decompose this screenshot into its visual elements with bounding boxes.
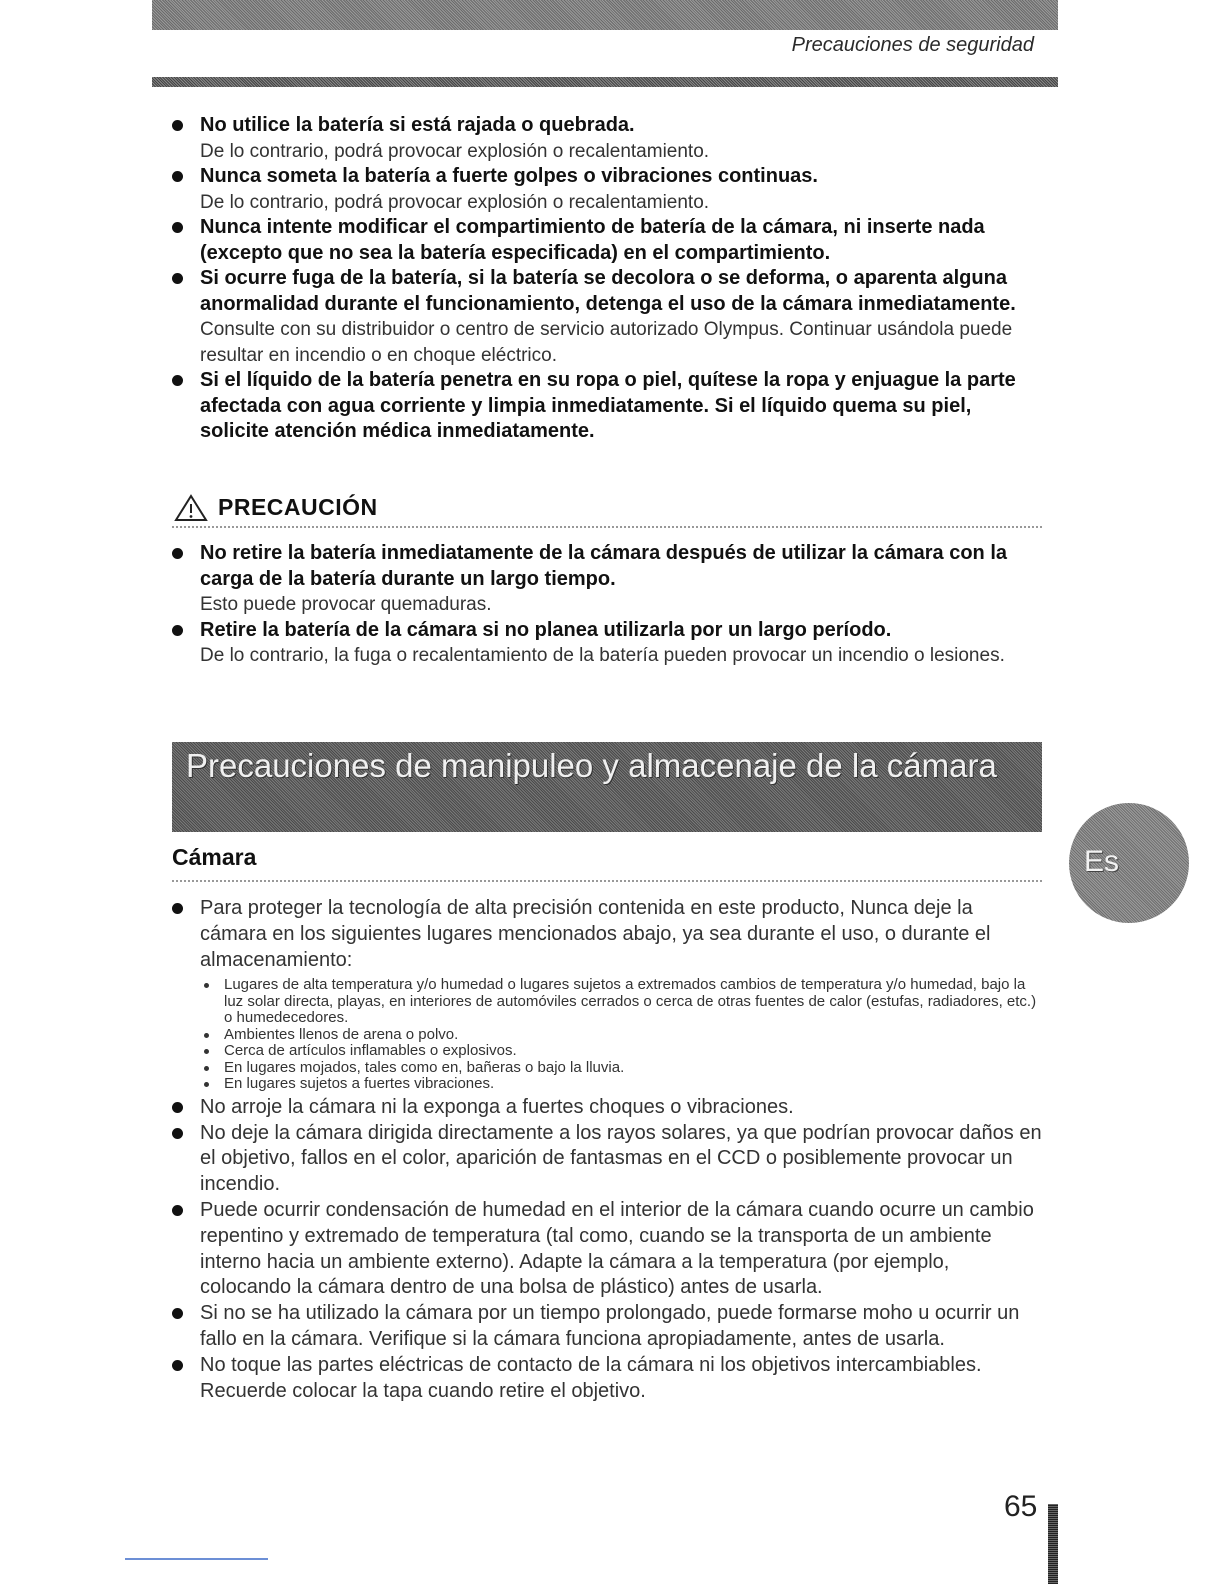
subsection-title: Cámara [172,844,257,870]
page-edge-tab [1048,1504,1058,1584]
caution-title: PRECAUCIÓN [218,494,378,520]
place-item: En lugares sujetos a fuertes vibraciones. [200,1076,1042,1093]
list-item [172,368,1042,445]
list-item [172,266,1042,368]
care-text: No deje la cámara dirigida directamente a los rayos solares, ya que podrían provocar daños en el objetivo, fallos en el color, aparición de fantasmas en el CCD o posiblemente provocar un incendio. [200,1121,1042,1196]
places-list [200,977,1042,1093]
footer-rule [125,1558,268,1560]
running-header-title: Precauciones de seguridad [791,34,1034,56]
camera-care-list [172,896,1042,1404]
page-number: 65 [1004,1490,1038,1523]
warning-heading: Nunca someta la batería a fuerte golpes o vibraciones continuas. [200,165,818,187]
list-item [172,164,1042,215]
place-item: Lugares de alta temperatura y/o humedad o lugares sujetos a extremados cambios de temperatura y/o humedad, bajo la luz solar directa, playas, en interiores de automóviles cerrados o cerca de otras fuentes de calor (estufas, radiadores, etc.) o humedecedores. [200,977,1042,1027]
warning-text: De lo contrario, podrá provocar explosión o recalentamiento. [200,140,710,162]
warning-heading: Si ocurre fuga de la batería, si la batería se decolora o se deforma, o aparenta alguna anormalidad durante el funcionamiento, detenga el uso de la cámara inmediatamente. [200,267,1016,315]
list-item [172,1095,1042,1121]
section-title: Precauciones de manipuleo y almacenaje de la cámara [186,747,997,784]
place-item: En lugares mojados, tales como en, bañeras o bajo la lluvia. [200,1060,1042,1077]
caution-item-text: Esto puede provocar quemaduras. [200,594,492,615]
warning-triangle-icon [174,494,208,522]
list-item [172,113,1042,164]
language-label: Es [1084,845,1120,878]
list-item [172,1198,1042,1301]
list-item [172,1301,1042,1353]
battery-warning-list [172,113,1042,445]
list-item [172,541,1042,618]
list-item [172,1353,1042,1405]
warning-heading: Si el líquido de la batería penetra en su ropa o piel, quítese la ropa y enjuague la parte afectada con agua corriente y limpia inmediatamente. Si el líquido quema su piel, solicite atención médica inmediatamente. [200,369,1016,442]
caution-item-heading: Retire la batería de la cámara si no planea utilizarla por un largo período. [200,618,892,641]
header-rule [152,77,1058,87]
place-item: Ambientes llenos de arena o polvo. [200,1027,1042,1044]
subsection-heading [172,844,1042,882]
list-item [172,1121,1042,1198]
caution-item-heading: No retire la batería inmediatamente de la cámara después de utilizar la cámara con la carga de la batería durante un largo tiempo. [200,542,1008,590]
caution-item-text: De lo contrario, la fuga o recalentamiento de la batería pueden provocar un incendio o lesiones. [200,645,1005,666]
list-item [172,618,1042,669]
care-text: Si no se ha utilizado la cámara por un tiempo prolongado, puede formarse moho u ocurrir un fallo en la cámara. Verifique si la cámara funciona apropiadamente, antes de usarla. [200,1302,1020,1351]
header-bar [152,0,1058,30]
warning-text: Consulte con su distribuidor o centro de servicio autorizado Olympus. Continuar usándola puede resultar en incendio o en choque eléctrico. [200,319,1013,366]
warning-heading: No utilice la batería si está rajada o quebrada. [200,114,635,136]
warning-text: De lo contrario, podrá provocar explosión o recalentamiento. [200,191,710,213]
care-text: Puede ocurrir condensación de humedad en el interior de la cámara cuando ocurre un cambio repentino y extremado de temperatura (tal como, cuando se la transporta de un ambiente interno hacia un ambiente externo). Adapte la cámara a la temperatura (por ejemplo, colocando la cámara dentro de una bolsa de plástico) antes de usarla. [200,1199,1034,1299]
caution-list [172,541,1042,669]
caution-heading [172,492,1042,528]
intro-text: Para proteger la tecnología de alta precisión contenida en este producto, Nunca deje la cámara en los siguientes lugares mencionados abajo, ya sea durante el uso, o durante el almacenamiento: [200,897,991,971]
list-item [172,215,1042,266]
warning-heading: Nunca intente modificar el compartimiento de batería de la cámara, ni inserte nada (excepto que no sea la batería especificada) en el compartimiento. [200,216,985,264]
section-banner [172,742,1042,832]
language-tab [1069,803,1189,923]
place-item: Cerca de artículos inflamables o explosivos. [200,1043,1042,1060]
care-text: No arroje la cámara ni la exponga a fuertes choques o vibraciones. [200,1095,794,1118]
care-text: No toque las partes eléctricas de contacto de la cámara ni los objetivos intercambiables. Recuerde colocar la tapa cuando retire el objetivo. [200,1353,982,1402]
list-item [172,896,1042,1093]
